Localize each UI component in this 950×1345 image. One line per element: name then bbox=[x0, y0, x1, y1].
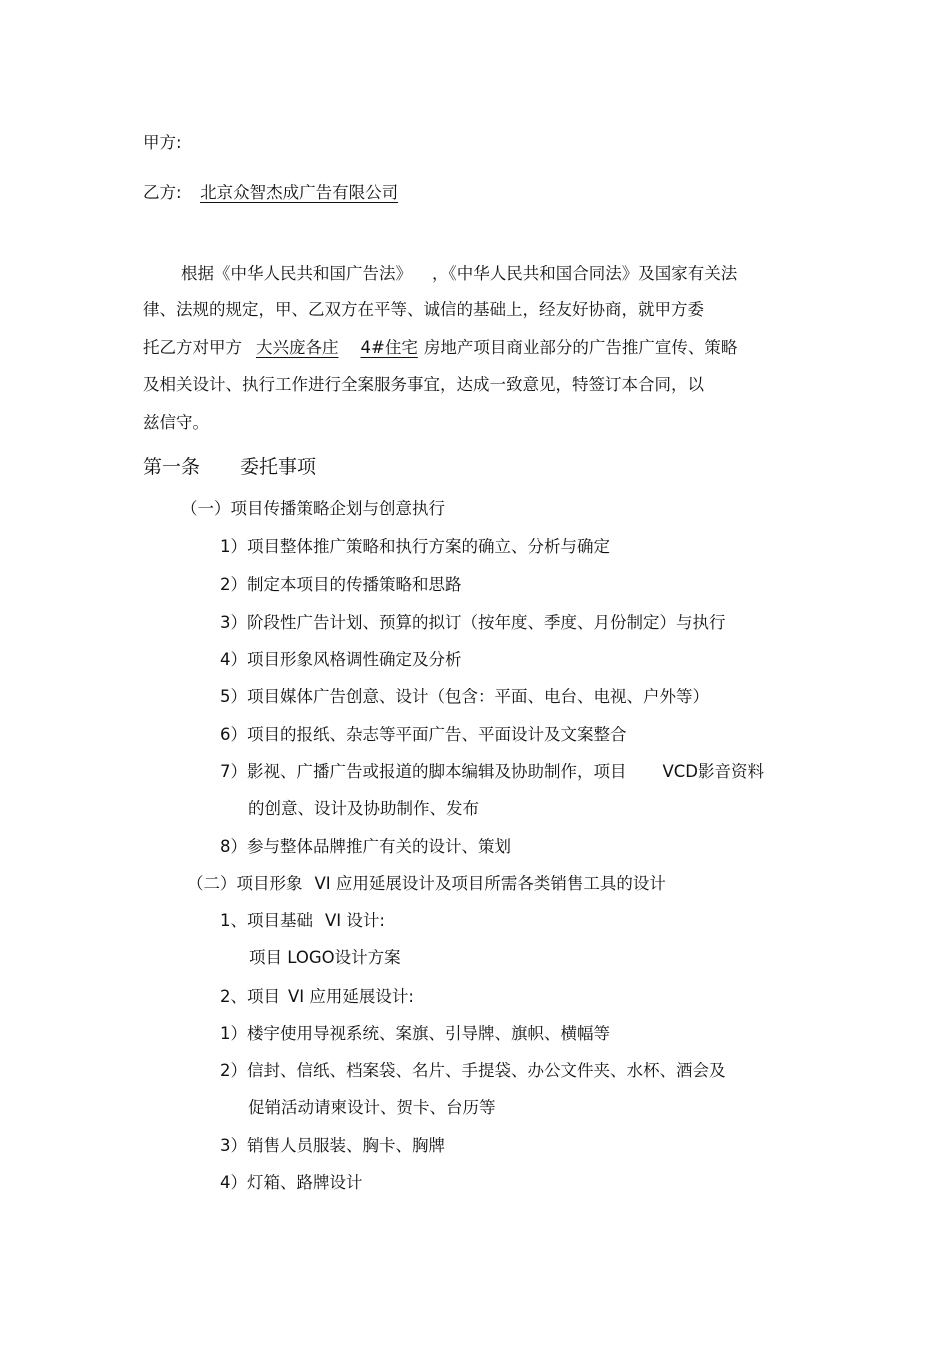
intro-line-1-part-a: 根据《中华人民共和国广告法》 bbox=[181, 264, 412, 283]
section-2-item-2-continuation: 促销活动请柬设计、贺卡、台历等 bbox=[248, 1098, 496, 1117]
party-b-label: 乙方: bbox=[143, 183, 182, 202]
section-1-item-7-part-b: VCD影音资料 bbox=[662, 762, 765, 781]
party-a-label: 甲方: bbox=[143, 133, 182, 152]
article-1-heading bbox=[143, 454, 316, 480]
section-2-item-1: 1）楼宇使用导视系统、案旗、引导牌、旗帜、横幅等 bbox=[220, 1024, 610, 1043]
section-1-item-7-continuation: 的创意、设计及协助制作、发布 bbox=[248, 799, 479, 818]
party-b-line bbox=[143, 182, 432, 204]
section-1-title: （一）项目传播策略企划与创意执行 bbox=[181, 499, 445, 518]
intro-line-4: 及相关设计、执行工作进行全案服务事宜，达成一致意见，特签订本合同，以 bbox=[143, 375, 704, 394]
section-2-sub-1-part-b: VI 设计: bbox=[325, 911, 385, 930]
section-2-item-4: 4）灯箱、路牌设计 bbox=[220, 1173, 363, 1192]
section-2-sub-2-part-b: VI 应用延展设计: bbox=[288, 987, 414, 1006]
intro-line-3-pre: 托乙方对甲方 bbox=[143, 338, 242, 357]
section-2-title-part-b: VI 应用延展设计及项目所需各类销售工具的设计 bbox=[314, 874, 666, 893]
section-2-sub-1-part-a: 1、项目基础 bbox=[220, 911, 313, 930]
intro-line-1 bbox=[181, 263, 737, 285]
article-number: 第一条 bbox=[143, 456, 201, 478]
section-1-item-5: 5）项目媒体广告创意、设计（包含：平面、电台、电视、户外等） bbox=[220, 687, 709, 706]
section-2-item-2: 2）信封、信纸、档案袋、名片、手提袋、办公文件夹、水杯、酒会及 bbox=[220, 1061, 726, 1080]
intro-line-5: 兹信守。 bbox=[143, 413, 209, 432]
section-2-title bbox=[187, 873, 666, 895]
section-1-item-2: 2）制定本项目的传播策略和思路 bbox=[220, 575, 462, 594]
section-2-sub-2 bbox=[220, 986, 414, 1008]
section-1-item-3: 3）阶段性广告计划、预算的拟订（按年度、季度、月份制定）与执行 bbox=[220, 613, 726, 632]
intro-line-1-part-b: ，《中华人民共和国合同法》及国家有关法 bbox=[432, 264, 738, 283]
section-1-item-7 bbox=[220, 761, 764, 783]
project-name: 大兴庞各庄 4#住宅 bbox=[256, 338, 418, 357]
section-2-sub-2-part-a: 2、项目 bbox=[220, 987, 280, 1006]
section-2-item-3: 3）销售人员服装、胸卡、胸牌 bbox=[220, 1136, 445, 1155]
section-1-item-1: 1）项目整体推广策略和执行方案的确立、分析与确定 bbox=[220, 537, 610, 556]
intro-line-2: 律、法规的规定，甲、乙双方在平等、诚信的基础上，经友好协商，就甲方委 bbox=[143, 300, 704, 319]
intro-line-3-post: 房地产项目商业部分的广告推广宣传、策略 bbox=[423, 338, 738, 357]
section-2-sub-1 bbox=[220, 910, 385, 932]
intro-line-3 bbox=[143, 337, 737, 359]
section-1-item-6: 6）项目的报纸、杂志等平面广告、平面设计及文案整合 bbox=[220, 725, 627, 744]
section-1-item-7-part-a: 7）影视、广播广告或报道的脚本编辑及协助制作，项目 bbox=[220, 762, 627, 781]
section-1-item-4: 4）项目形象风格调性确定及分析 bbox=[220, 650, 462, 669]
section-2-title-part-a: （二）项目形象 bbox=[187, 874, 303, 893]
article-title: 委托事项 bbox=[240, 456, 317, 478]
party-b-name: 北京众智杰成广告有限公司 bbox=[200, 183, 399, 202]
section-1-item-8: 8）参与整体品牌推广有关的设计、策划 bbox=[220, 837, 511, 856]
section-2-sub-1-item: 项目 LOGO设计方案 bbox=[249, 948, 401, 967]
